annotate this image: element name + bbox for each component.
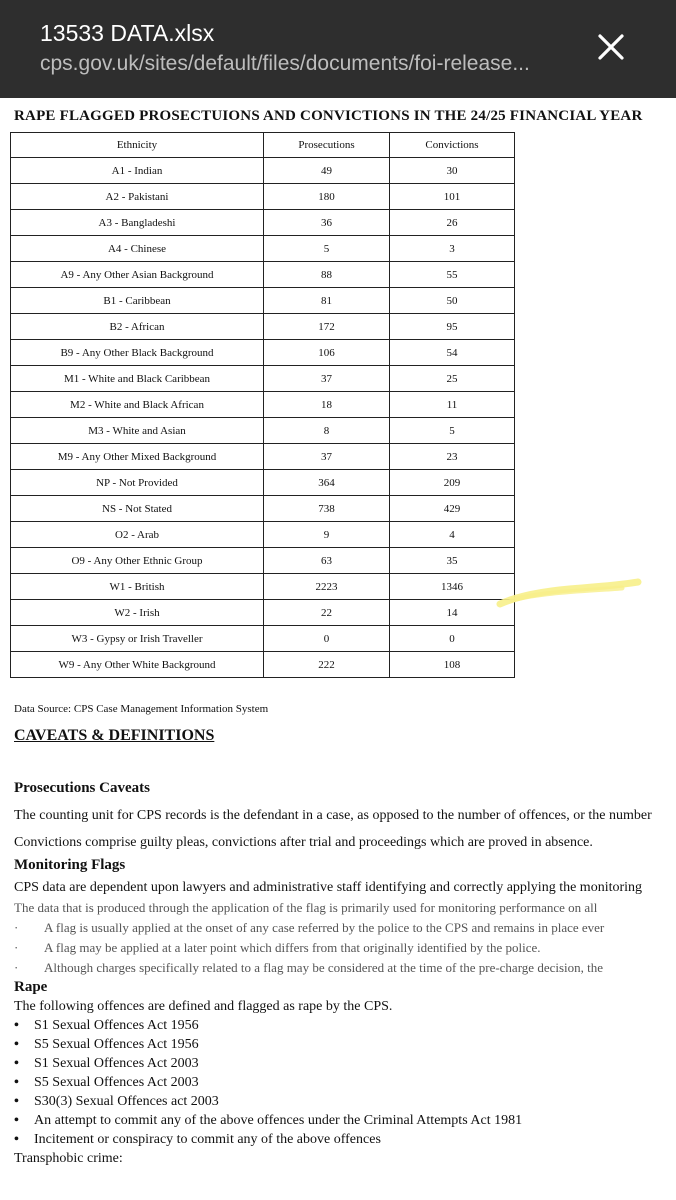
table-row	[11, 574, 515, 600]
table-row	[11, 314, 515, 340]
bullet-marker: •	[14, 1094, 19, 1109]
prosecutions-cell: 9	[264, 522, 390, 548]
ethnicity-cell: W1 - British	[11, 574, 264, 600]
ethnicity-cell: M2 - White and Black African	[11, 392, 264, 418]
table-row	[11, 184, 515, 210]
list-item-text: S5 Sexual Offences Act 2003	[34, 1075, 199, 1090]
list-item-text: A flag may be applied at a later point which differs from that originally identified by the police.	[44, 940, 541, 955]
column-header: Ethnicity	[11, 133, 264, 158]
prosecutions-caveats-heading: Prosecutions Caveats	[14, 780, 150, 796]
ethnicity-cell: W9 - Any Other White Background	[11, 652, 264, 678]
list-item	[14, 1037, 676, 1053]
ethnicity-cell: W2 - Irish	[11, 600, 264, 626]
paragraph: The data that is produced through the application of the flag is primarily used for monitoring performance on all	[14, 900, 598, 915]
paragraph: Transphobic crime:	[14, 1151, 123, 1166]
rape-heading: Rape	[14, 979, 48, 995]
prosecutions-cell: 2223	[264, 574, 390, 600]
prosecutions-cell: 88	[264, 262, 390, 288]
table-row	[11, 548, 515, 574]
table-row	[11, 600, 515, 626]
paragraph: The counting unit for CPS records is the defendant in a case, as opposed to the number of offences, or the number	[14, 808, 652, 823]
convictions-cell: 95	[390, 314, 515, 340]
bullet-marker: ·	[14, 920, 19, 935]
table-row	[11, 626, 515, 652]
convictions-cell: 23	[390, 444, 515, 470]
table-row	[11, 210, 515, 236]
data-table	[10, 132, 515, 678]
prosecutions-cell: 222	[264, 652, 390, 678]
bullet-marker: •	[14, 1056, 19, 1071]
data-source: Data Source: CPS Case Management Information System	[14, 703, 269, 715]
prosecutions-cell: 37	[264, 366, 390, 392]
bullet-marker: ·	[14, 960, 19, 975]
prosecutions-cell: 49	[264, 158, 390, 184]
convictions-cell: 429	[390, 496, 515, 522]
ethnicity-cell: A2 - Pakistani	[11, 184, 264, 210]
ethnicity-cell: A1 - Indian	[11, 158, 264, 184]
prosecutions-cell: 22	[264, 600, 390, 626]
ethnicity-cell: M9 - Any Other Mixed Background	[11, 444, 264, 470]
ethnicity-cell: M3 - White and Asian	[11, 418, 264, 444]
convictions-cell: 0	[390, 626, 515, 652]
ethnicity-cell: NP - Not Provided	[11, 470, 264, 496]
prosecutions-cell: 37	[264, 444, 390, 470]
bullet-marker: ·	[14, 940, 19, 955]
ethnicity-cell: B2 - African	[11, 314, 264, 340]
list-item	[14, 960, 676, 976]
file-url[interactable]: cps.gov.uk/sites/default/files/documents/foi-release...	[40, 52, 530, 75]
convictions-cell: 30	[390, 158, 515, 184]
table-row	[11, 288, 515, 314]
column-header: Convictions	[390, 133, 515, 158]
list-item-text: S5 Sexual Offences Act 1956	[34, 1037, 199, 1052]
convictions-cell: 55	[390, 262, 515, 288]
prosecutions-cell: 81	[264, 288, 390, 314]
prosecutions-cell: 36	[264, 210, 390, 236]
ethnicity-cell: M1 - White and Black Caribbean	[11, 366, 264, 392]
table-row	[11, 392, 515, 418]
list-item-text: S1 Sexual Offences Act 1956	[34, 1018, 199, 1033]
bullet-marker: •	[14, 1132, 19, 1147]
prosecutions-cell: 180	[264, 184, 390, 210]
ethnicity-cell: W3 - Gypsy or Irish Traveller	[11, 626, 264, 652]
ethnicity-cell: NS - Not Stated	[11, 496, 264, 522]
convictions-cell: 50	[390, 288, 515, 314]
bullet-marker: •	[14, 1113, 19, 1128]
ethnicity-cell: O2 - Arab	[11, 522, 264, 548]
table-row	[11, 470, 515, 496]
prosecutions-cell: 738	[264, 496, 390, 522]
paragraph: CPS data are dependent upon lawyers and administrative staff identifying and correctly applying the monitoring	[14, 880, 643, 895]
list-item-text: Although charges specifically related to a flag may be considered at the time of the pre-charge decision, the	[44, 960, 604, 975]
ethnicity-cell: B9 - Any Other Black Background	[11, 340, 264, 366]
convictions-cell: 108	[390, 652, 515, 678]
document-title: RAPE FLAGGED PROSECTUIONS AND CONVICTIONS IN THE 24/25 FINANCIAL YEAR	[14, 108, 643, 124]
list-item	[14, 940, 676, 956]
prosecutions-cell: 18	[264, 392, 390, 418]
ethnicity-cell: B1 - Caribbean	[11, 288, 264, 314]
table-header-row	[11, 133, 515, 158]
close-icon	[594, 30, 628, 64]
table-row	[11, 262, 515, 288]
list-item	[14, 1113, 676, 1129]
table-row	[11, 158, 515, 184]
ethnicity-cell: A4 - Chinese	[11, 236, 264, 262]
table-row	[11, 522, 515, 548]
convictions-cell: 14	[390, 600, 515, 626]
paragraph: Convictions comprise guilty pleas, convictions after trial and proceedings which are proved in absence.	[14, 835, 593, 850]
list-item-text: S1 Sexual Offences Act 2003	[34, 1056, 199, 1071]
bullet-marker: •	[14, 1037, 19, 1052]
table-row	[11, 652, 515, 678]
file-title: 13533 DATA.xlsx	[40, 20, 215, 46]
convictions-cell: 5	[390, 418, 515, 444]
table-row	[11, 236, 515, 262]
prosecutions-cell: 5	[264, 236, 390, 262]
convictions-cell: 54	[390, 340, 515, 366]
bullet-marker: •	[14, 1075, 19, 1090]
convictions-cell: 11	[390, 392, 515, 418]
table-row	[11, 366, 515, 392]
ethnicity-cell: A3 - Bangladeshi	[11, 210, 264, 236]
prosecutions-cell: 8	[264, 418, 390, 444]
list-item	[14, 1018, 676, 1034]
ethnicity-cell: A9 - Any Other Asian Background	[11, 262, 264, 288]
ethnicity-cell: O9 - Any Other Ethnic Group	[11, 548, 264, 574]
list-item	[14, 1056, 676, 1072]
list-item-text: A flag is usually applied at the onset of any case referred by the police to the CPS and remains in place ever	[44, 920, 605, 935]
convictions-cell: 35	[390, 548, 515, 574]
convictions-cell: 3	[390, 236, 515, 262]
convictions-cell: 101	[390, 184, 515, 210]
convictions-cell: 209	[390, 470, 515, 496]
list-item-text: An attempt to commit any of the above offences under the Criminal Attempts Act 1981	[34, 1113, 523, 1128]
list-item	[14, 1132, 676, 1148]
paragraph: The following offences are defined and flagged as rape by the CPS.	[14, 999, 393, 1014]
convictions-cell: 26	[390, 210, 515, 236]
list-item	[14, 920, 676, 936]
list-item-text: S30(3) Sexual Offences act 2003	[34, 1094, 219, 1109]
list-item	[14, 1075, 676, 1091]
table-row	[11, 418, 515, 444]
prosecutions-cell: 63	[264, 548, 390, 574]
list-item	[14, 1094, 676, 1110]
close-button[interactable]	[594, 30, 628, 64]
prosecutions-cell: 172	[264, 314, 390, 340]
bullet-marker: •	[14, 1018, 19, 1033]
table-row	[11, 496, 515, 522]
convictions-cell: 1346	[390, 574, 515, 600]
list-item-text: Incitement or conspiracy to commit any of the above offences	[34, 1132, 381, 1147]
convictions-cell: 4	[390, 522, 515, 548]
highlight-mark	[492, 576, 642, 612]
monitoring-flags-heading: Monitoring Flags	[14, 857, 126, 873]
column-header: Prosecutions	[264, 133, 390, 158]
prosecutions-cell: 0	[264, 626, 390, 652]
prosecutions-cell: 364	[264, 470, 390, 496]
prosecutions-cell: 106	[264, 340, 390, 366]
caveats-heading: CAVEATS & DEFINITIONS	[14, 727, 215, 744]
table-row	[11, 340, 515, 366]
viewer-header	[0, 0, 676, 98]
table-row	[11, 444, 515, 470]
convictions-cell: 25	[390, 366, 515, 392]
